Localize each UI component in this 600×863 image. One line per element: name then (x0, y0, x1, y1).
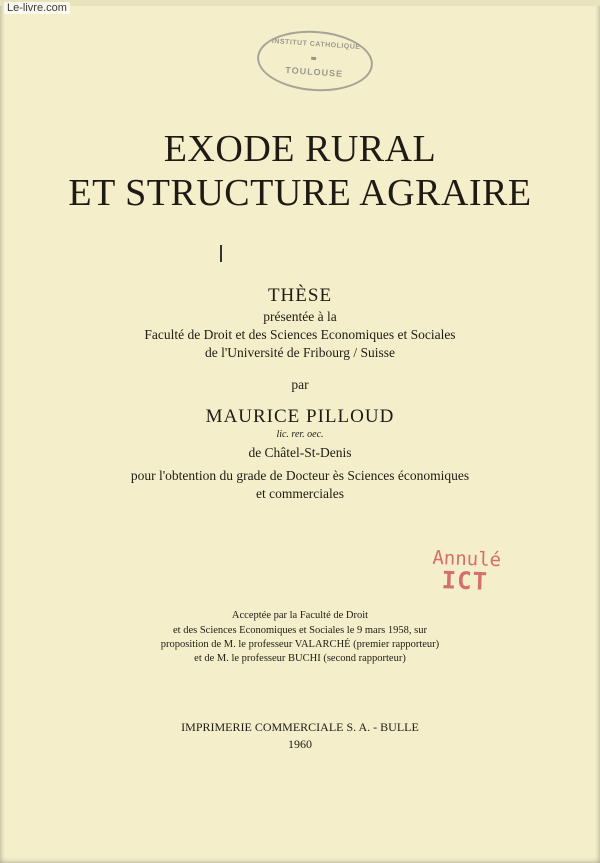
by-label: par (291, 377, 309, 392)
cancel-stamp (431, 546, 502, 596)
purpose-line-2: et commerciales (255, 486, 345, 501)
stamp-mark-icon (311, 57, 316, 60)
watermark: Le-livre.com (4, 2, 70, 14)
author-name: MAURICE PILLOUD (205, 406, 395, 427)
title-line-2: ET STRUCTURE AGRAIRE (68, 172, 532, 214)
presented-to: présentée à la (263, 309, 337, 324)
acceptance-line-1: Acceptée par la Faculté de Droit (231, 610, 369, 621)
acceptance-line-3: proposition de M. le professeur VALARCHÉ (premier rapporteur) (160, 639, 440, 650)
stamp-top-text: INSTITUT CATHOLIQUE (271, 37, 361, 52)
page-top-edge (0, 0, 600, 6)
thesis-label: THÈSE (267, 285, 333, 306)
year-line: 1960 (288, 737, 312, 751)
library-stamp (255, 27, 375, 95)
stamp-bottom-text: TOULOUSE (285, 64, 344, 79)
author-origin: de Châtel-St-Denis (248, 445, 352, 460)
ink-mark (220, 245, 222, 262)
printer-line: IMPRIMERIE COMMERCIALE S. A. - BULLE (181, 720, 419, 734)
purpose-line-1: pour l'obtention du grade de Docteur ès Sciences économiques (130, 468, 470, 483)
acceptance-line-4: et de M. le professeur BUCHI (second rapporteur) (194, 653, 406, 664)
acceptance-line-2: et des Sciences Economiques et Sociales le 9 mars 1958, sur (173, 625, 427, 636)
cancel-stamp-line-1: Annulé (432, 546, 502, 572)
university-line: de l'Université de Fribourg / Suisse (204, 345, 396, 360)
title-line-1: EXODE RURAL (163, 128, 437, 170)
cancel-stamp-line-2: ICT (441, 566, 489, 596)
author-degree: lic. rer. oec. (276, 429, 324, 440)
faculty-line: Faculté de Droit et des Sciences Economiques et Sociales (144, 327, 456, 342)
